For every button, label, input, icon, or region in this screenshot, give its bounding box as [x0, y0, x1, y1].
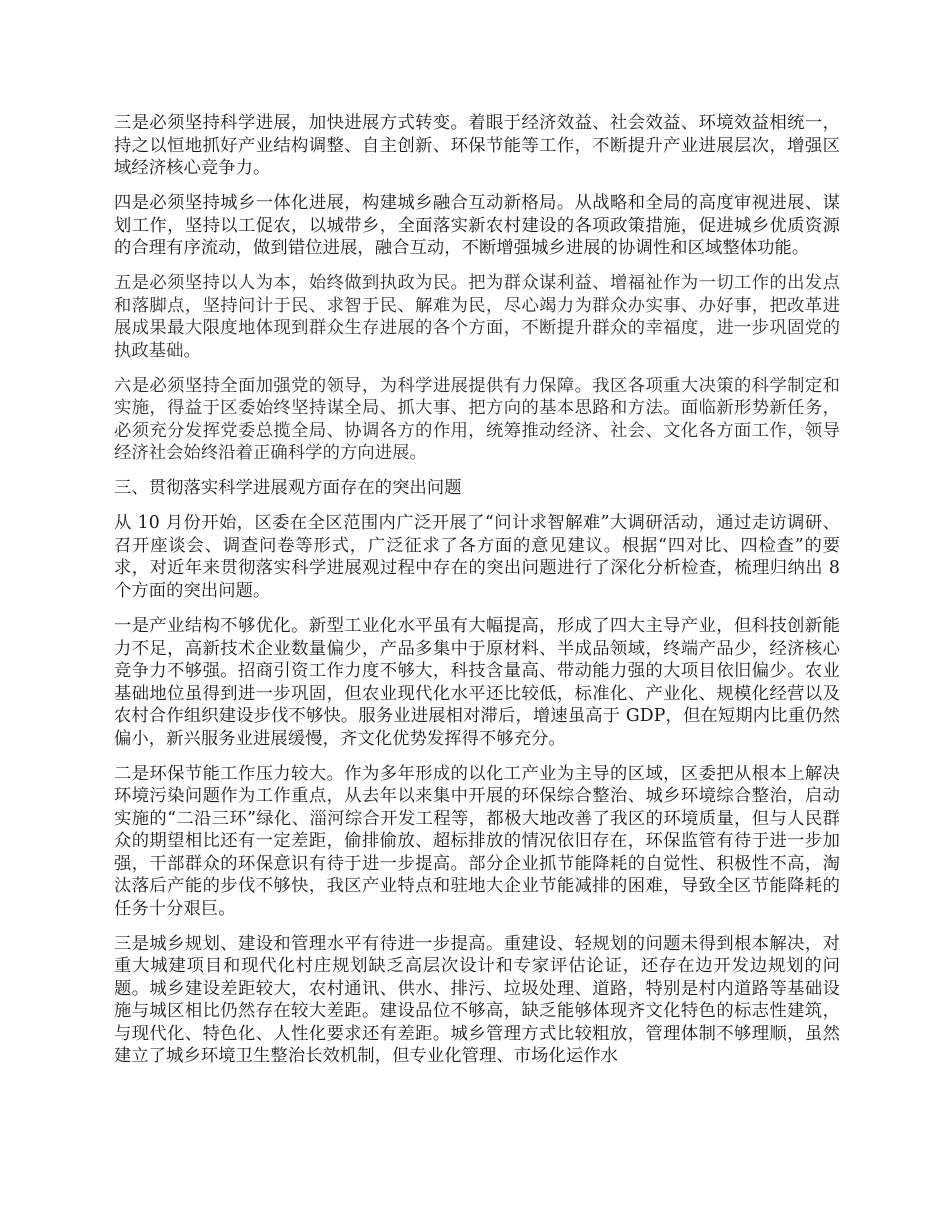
paragraph-principle-5: 五是必须坚持以人为本，始终做到执政为民。把为群众谋利益、增福祉作为一切工作的出发点和落脚点，坚持问计于民、求智于民、解难为民，尽心竭力为群众办实事、办好事，把改革进展成果最大限度地体现到群众生存进展的各个方面，不断提升群众的幸福度，进一步巩固党的执政基础。 — [114, 273, 840, 361]
paragraph-problem-2: 二是环保节能工作压力较大。作为多年形成的以化工产业为主导的区域，区委把从根本上解决环境污染问题作为工作重点，从去年以来集中开展的环保综合整治、城乡环境综合整治，启动实施的“二沿三环”绿化、淄河综合开发工程等，都极大地改善了我区的环境质量，但与人民群众的期望相比还有一定差距，偷排偷放、超标排放的情况依旧存在，环保监管有待于进一步加强，干部群众的环保意识有待于进一步提高。部分企业抓节能降耗的自觉性、积极性不高，淘汰落后产能的步伐不够快，我区产业特点和驻地大企业节能减排的困难，导致全区节能降耗的任务十分艰巨。 — [114, 763, 840, 919]
paragraph-problem-1: 一是产业结构不够优化。新型工业化水平虽有大幅提高，形成了四大主导产业，但科技创新能力不足，高新技术企业数量偏少，产品多集中于原材料、半成品领域，终端产品少，经济核心竞争力不够强。招商引资工作力度不够大，科技含量高、带动能力强的大项目依旧偏少。农业基础地位虽得到进一步巩固，但农业现代化水平还比较低，标准化、产业化、规模化经营以及农村合作组织建设步伐不够快。服务业进展相对滞后，增速虽高于 GDP，但在短期内比重仍然偏小，新兴服务业进展缓慢，齐文化优势发挥得不够充分。 — [114, 616, 840, 749]
paragraph-principle-3: 三是必须坚持科学进展，加快进展方式转变。着眼于经济效益、社会效益、环境效益相统一，持之以恒地抓好产业结构调整、自主创新、环保节能等工作，不断提升产业进展层次，增强区域经济核心竞争力。 — [114, 113, 840, 178]
paragraph-problem-3: 三是城乡规划、建设和管理水平有待进一步提高。重建设、轻规划的问题未得到根本解决，对重大城建项目和现代化村庄规划缺乏高层次设计和专家评估论证，还存在边开发边规划的问题。城乡建设差距较大，农村通讯、供水、排污、垃圾处理、道路，特别是村内道路等基础设施与城区相比仍然存在较大差距。建设品位不够高，缺乏能够体现齐文化特色的标志性建筑，与现代化、特色化、人性化要求还有差距。城乡管理方式比较粗放，管理体制不够理顺，虽然建立了城乡环境卫生整治长效机制，但专业化管理、市场化运作水 — [114, 933, 840, 1067]
document-page — [114, 112, 840, 1080]
paragraph-survey-intro: 从 10 月份开始，区委在全区范围内广泛开展了“问计求智解难”大调研活动，通过走访调研、召开座谈会、调查问卷等形式，广泛征求了各方面的意见建议。根据“四对比、四检查”的要求，对近年来贯彻落实科学进展观过程中存在的突出问题进行了深化分析检查，梳理归纳出 8 个方面的突出问题。 — [114, 513, 840, 601]
section-heading-problems: 三、贯彻落实科学进展观方面存在的突出问题 — [114, 478, 462, 499]
paragraph-principle-6: 六是必须坚持全面加强党的领导，为科学进展提供有力保障。我区各项重大决策的科学制定和实施，得益于区委始终坚持谋全局、抓大事、把方向的基本思路和方法。面临新形势新任务，必须充分发挥党委总揽全局、协调各方的作用，统筹推动经济、社会、文化各方面工作，领导经济社会始终沿着正确科学的方向进展。 — [114, 375, 840, 464]
paragraph-principle-4: 四是必须坚持城乡一体化进展，构建城乡融合互动新格局。从战略和全局的高度审视进展、谋划工作，坚持以工促农，以城带乡，全面落实新农村建设的各项政策措施，促进城乡优质资源的合理有序流动，做到错位进展，融合互动，不断增强城乡进展的协调性和区域整体功能。 — [114, 193, 840, 259]
